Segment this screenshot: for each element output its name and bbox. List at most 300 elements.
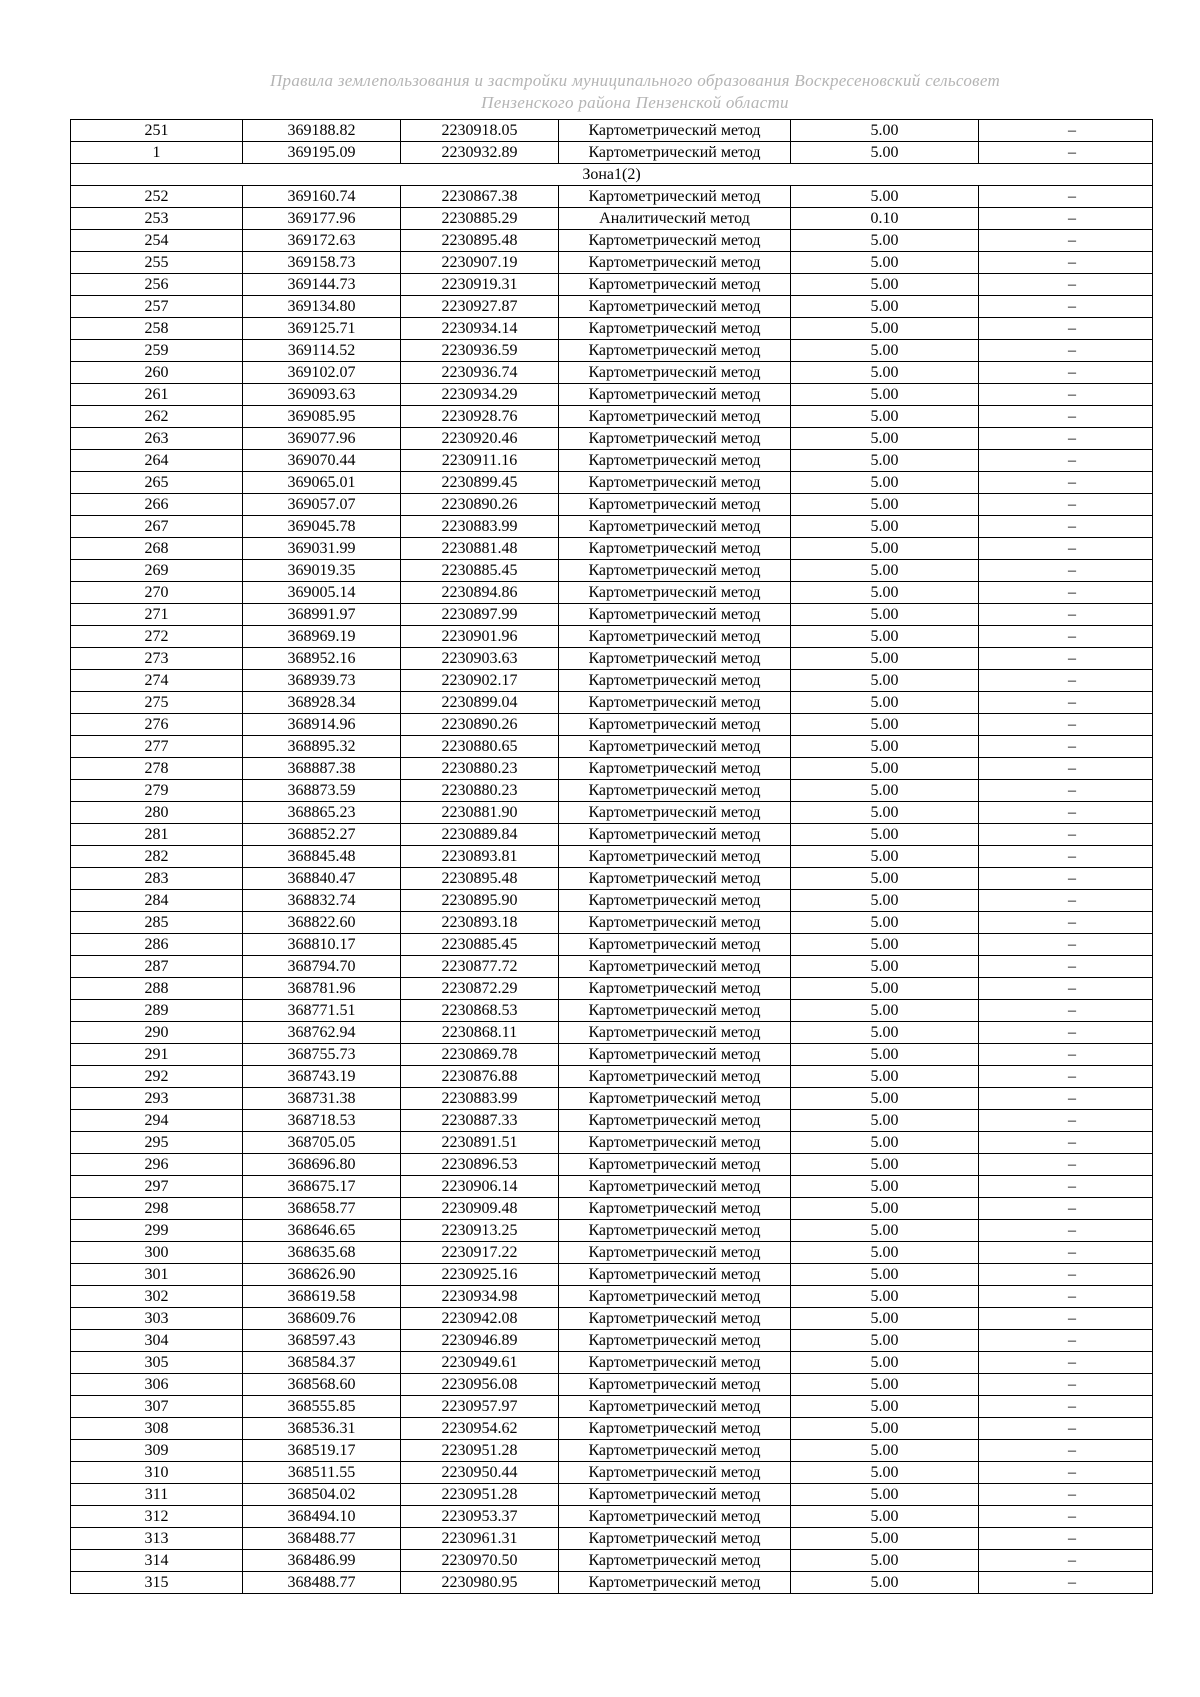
method-cell: Картометрический метод	[559, 318, 791, 340]
x-coordinate-cell: 369102.07	[243, 362, 401, 384]
y-coordinate-cell: 2230957.97	[401, 1396, 559, 1418]
method-cell: Картометрический метод	[559, 1286, 791, 1308]
note-cell: –	[979, 956, 1153, 978]
x-coordinate-cell: 368762.94	[243, 1022, 401, 1044]
x-coordinate-cell: 368511.55	[243, 1462, 401, 1484]
y-coordinate-cell: 2230883.99	[401, 516, 559, 538]
method-cell: Картометрический метод	[559, 1550, 791, 1572]
x-coordinate-cell: 368771.51	[243, 1000, 401, 1022]
y-coordinate-cell: 2230903.63	[401, 648, 559, 670]
x-coordinate-cell: 368939.73	[243, 670, 401, 692]
method-cell: Картометрический метод	[559, 516, 791, 538]
accuracy-cell: 5.00	[791, 1572, 979, 1594]
y-coordinate-cell: 2230911.16	[401, 450, 559, 472]
point-number-cell: 296	[71, 1154, 243, 1176]
table-row	[71, 604, 1153, 626]
y-coordinate-cell: 2230895.48	[401, 230, 559, 252]
y-coordinate-cell: 2230907.19	[401, 252, 559, 274]
table-row	[71, 1308, 1153, 1330]
method-cell: Картометрический метод	[559, 1198, 791, 1220]
accuracy-cell: 5.00	[791, 1528, 979, 1550]
method-cell: Картометрический метод	[559, 626, 791, 648]
method-cell: Картометрический метод	[559, 472, 791, 494]
x-coordinate-cell: 368597.43	[243, 1330, 401, 1352]
table-row	[71, 230, 1153, 252]
note-cell: –	[979, 670, 1153, 692]
point-number-cell: 280	[71, 802, 243, 824]
method-cell: Картометрический метод	[559, 692, 791, 714]
table-row	[71, 802, 1153, 824]
x-coordinate-cell: 369031.99	[243, 538, 401, 560]
note-cell: –	[979, 1198, 1153, 1220]
y-coordinate-cell: 2230896.53	[401, 1154, 559, 1176]
method-cell: Картометрический метод	[559, 1264, 791, 1286]
accuracy-cell: 5.00	[791, 1484, 979, 1506]
note-cell: –	[979, 208, 1153, 230]
note-cell: –	[979, 560, 1153, 582]
point-number-cell: 313	[71, 1528, 243, 1550]
note-cell: –	[979, 1352, 1153, 1374]
x-coordinate-cell: 368675.17	[243, 1176, 401, 1198]
y-coordinate-cell: 2230934.14	[401, 318, 559, 340]
y-coordinate-cell: 2230928.76	[401, 406, 559, 428]
accuracy-cell: 5.00	[791, 1308, 979, 1330]
point-number-cell: 288	[71, 978, 243, 1000]
table-row	[71, 472, 1153, 494]
accuracy-cell: 5.00	[791, 296, 979, 318]
point-number-cell: 297	[71, 1176, 243, 1198]
accuracy-cell: 5.00	[791, 1110, 979, 1132]
accuracy-cell: 5.00	[791, 1176, 979, 1198]
note-cell: –	[979, 604, 1153, 626]
y-coordinate-cell: 2230872.29	[401, 978, 559, 1000]
x-coordinate-cell: 368810.17	[243, 934, 401, 956]
point-number-cell: 294	[71, 1110, 243, 1132]
note-cell: –	[979, 406, 1153, 428]
x-coordinate-cell: 369188.82	[243, 120, 401, 142]
x-coordinate-cell: 368658.77	[243, 1198, 401, 1220]
point-number-cell: 252	[71, 186, 243, 208]
point-number-cell: 253	[71, 208, 243, 230]
x-coordinate-cell: 369093.63	[243, 384, 401, 406]
y-coordinate-cell: 2230899.45	[401, 472, 559, 494]
accuracy-cell: 5.00	[791, 1154, 979, 1176]
method-cell: Картометрический метод	[559, 1396, 791, 1418]
y-coordinate-cell: 2230913.25	[401, 1220, 559, 1242]
table-row	[71, 670, 1153, 692]
point-number-cell: 255	[71, 252, 243, 274]
accuracy-cell: 5.00	[791, 494, 979, 516]
table-row	[71, 1440, 1153, 1462]
method-cell: Картометрический метод	[559, 1462, 791, 1484]
accuracy-cell: 5.00	[791, 1352, 979, 1374]
point-number-cell: 289	[71, 1000, 243, 1022]
note-cell: –	[979, 120, 1153, 142]
method-cell: Картометрический метод	[559, 252, 791, 274]
note-cell: –	[979, 274, 1153, 296]
note-cell: –	[979, 1110, 1153, 1132]
x-coordinate-cell: 368718.53	[243, 1110, 401, 1132]
y-coordinate-cell: 2230970.50	[401, 1550, 559, 1572]
accuracy-cell: 0.10	[791, 208, 979, 230]
accuracy-cell: 5.00	[791, 1088, 979, 1110]
method-cell: Картометрический метод	[559, 934, 791, 956]
table-row	[71, 1264, 1153, 1286]
method-cell: Картометрический метод	[559, 1374, 791, 1396]
y-coordinate-cell: 2230936.74	[401, 362, 559, 384]
x-coordinate-cell: 368609.76	[243, 1308, 401, 1330]
point-number-cell: 308	[71, 1418, 243, 1440]
x-coordinate-cell: 369019.35	[243, 560, 401, 582]
x-coordinate-cell: 369005.14	[243, 582, 401, 604]
table-row	[71, 1088, 1153, 1110]
point-number-cell: 267	[71, 516, 243, 538]
x-coordinate-cell: 368852.27	[243, 824, 401, 846]
note-cell: –	[979, 978, 1153, 1000]
x-coordinate-cell: 369195.09	[243, 142, 401, 164]
accuracy-cell: 5.00	[791, 120, 979, 142]
point-number-cell: 268	[71, 538, 243, 560]
x-coordinate-cell: 368822.60	[243, 912, 401, 934]
page-header	[60, 70, 1200, 114]
accuracy-cell: 5.00	[791, 472, 979, 494]
method-cell: Картометрический метод	[559, 560, 791, 582]
accuracy-cell: 5.00	[791, 428, 979, 450]
method-cell: Картометрический метод	[559, 1418, 791, 1440]
method-cell: Картометрический метод	[559, 186, 791, 208]
table-row	[71, 714, 1153, 736]
point-number-cell: 269	[71, 560, 243, 582]
note-cell: –	[979, 648, 1153, 670]
point-number-cell: 1	[71, 142, 243, 164]
y-coordinate-cell: 2230890.26	[401, 494, 559, 516]
accuracy-cell: 5.00	[791, 626, 979, 648]
point-number-cell: 278	[71, 758, 243, 780]
method-cell: Картометрический метод	[559, 1022, 791, 1044]
y-coordinate-cell: 2230925.16	[401, 1264, 559, 1286]
table-row	[71, 186, 1153, 208]
y-coordinate-cell: 2230893.18	[401, 912, 559, 934]
accuracy-cell: 5.00	[791, 670, 979, 692]
coordinates-table	[70, 119, 1153, 1594]
note-cell: –	[979, 758, 1153, 780]
table-row	[71, 648, 1153, 670]
x-coordinate-cell: 368731.38	[243, 1088, 401, 1110]
x-coordinate-cell: 368626.90	[243, 1264, 401, 1286]
table-row	[71, 1484, 1153, 1506]
y-coordinate-cell: 2230880.23	[401, 780, 559, 802]
table-row	[71, 956, 1153, 978]
note-cell: –	[979, 1286, 1153, 1308]
y-coordinate-cell: 2230867.38	[401, 186, 559, 208]
point-number-cell: 286	[71, 934, 243, 956]
table-row	[71, 1220, 1153, 1242]
method-cell: Картометрический метод	[559, 1330, 791, 1352]
accuracy-cell: 5.00	[791, 186, 979, 208]
point-number-cell: 272	[71, 626, 243, 648]
x-coordinate-cell: 368646.65	[243, 1220, 401, 1242]
table-row	[71, 1286, 1153, 1308]
x-coordinate-cell: 368845.48	[243, 846, 401, 868]
note-cell: –	[979, 384, 1153, 406]
note-cell: –	[979, 1418, 1153, 1440]
y-coordinate-cell: 2230946.89	[401, 1330, 559, 1352]
y-coordinate-cell: 2230961.31	[401, 1528, 559, 1550]
point-number-cell: 281	[71, 824, 243, 846]
table-row	[71, 560, 1153, 582]
method-cell: Картометрический метод	[559, 1242, 791, 1264]
point-number-cell: 276	[71, 714, 243, 736]
table-row	[71, 1044, 1153, 1066]
table-row	[71, 1396, 1153, 1418]
method-cell: Картометрический метод	[559, 780, 791, 802]
method-cell: Картометрический метод	[559, 406, 791, 428]
accuracy-cell: 5.00	[791, 1264, 979, 1286]
method-cell: Картометрический метод	[559, 758, 791, 780]
coordinates-table-body	[71, 120, 1153, 1594]
y-coordinate-cell: 2230951.28	[401, 1440, 559, 1462]
note-cell: –	[979, 1066, 1153, 1088]
table-row	[71, 1572, 1153, 1594]
method-cell: Картометрический метод	[559, 1044, 791, 1066]
y-coordinate-cell: 2230895.90	[401, 890, 559, 912]
point-number-cell: 306	[71, 1374, 243, 1396]
method-cell: Аналитический метод	[559, 208, 791, 230]
note-cell: –	[979, 1396, 1153, 1418]
accuracy-cell: 5.00	[791, 890, 979, 912]
x-coordinate-cell: 369158.73	[243, 252, 401, 274]
note-cell: –	[979, 1242, 1153, 1264]
note-cell: –	[979, 252, 1153, 274]
table-row	[71, 1330, 1153, 1352]
accuracy-cell: 5.00	[791, 692, 979, 714]
accuracy-cell: 5.00	[791, 1440, 979, 1462]
method-cell: Картометрический метод	[559, 1066, 791, 1088]
method-cell: Картометрический метод	[559, 538, 791, 560]
x-coordinate-cell: 368952.16	[243, 648, 401, 670]
note-cell: –	[979, 362, 1153, 384]
table-row	[71, 890, 1153, 912]
method-cell: Картометрический метод	[559, 868, 791, 890]
x-coordinate-cell: 368494.10	[243, 1506, 401, 1528]
point-number-cell: 270	[71, 582, 243, 604]
accuracy-cell: 5.00	[791, 1374, 979, 1396]
note-cell: –	[979, 1308, 1153, 1330]
y-coordinate-cell: 2230920.46	[401, 428, 559, 450]
note-cell: –	[979, 846, 1153, 868]
x-coordinate-cell: 368794.70	[243, 956, 401, 978]
accuracy-cell: 5.00	[791, 1330, 979, 1352]
note-cell: –	[979, 1176, 1153, 1198]
point-number-cell: 314	[71, 1550, 243, 1572]
table-row	[71, 1550, 1153, 1572]
accuracy-cell: 5.00	[791, 648, 979, 670]
table-row	[71, 142, 1153, 164]
table-row	[71, 1528, 1153, 1550]
point-number-cell: 315	[71, 1572, 243, 1594]
note-cell: –	[979, 1154, 1153, 1176]
header-line-2: Пензенского района Пензенской области	[481, 93, 789, 112]
accuracy-cell: 5.00	[791, 604, 979, 626]
x-coordinate-cell: 368743.19	[243, 1066, 401, 1088]
note-cell: –	[979, 890, 1153, 912]
y-coordinate-cell: 2230899.04	[401, 692, 559, 714]
method-cell: Картометрический метод	[559, 120, 791, 142]
method-cell: Картометрический метод	[559, 1088, 791, 1110]
note-cell: –	[979, 450, 1153, 472]
x-coordinate-cell: 368584.37	[243, 1352, 401, 1374]
x-coordinate-cell: 368832.74	[243, 890, 401, 912]
note-cell: –	[979, 142, 1153, 164]
point-number-cell: 257	[71, 296, 243, 318]
x-coordinate-cell: 368873.59	[243, 780, 401, 802]
accuracy-cell: 5.00	[791, 1022, 979, 1044]
point-number-cell: 275	[71, 692, 243, 714]
point-number-cell: 309	[71, 1440, 243, 1462]
note-cell: –	[979, 714, 1153, 736]
y-coordinate-cell: 2230894.86	[401, 582, 559, 604]
accuracy-cell: 5.00	[791, 1506, 979, 1528]
method-cell: Картометрический метод	[559, 142, 791, 164]
accuracy-cell: 5.00	[791, 1286, 979, 1308]
method-cell: Картометрический метод	[559, 384, 791, 406]
y-coordinate-cell: 2230877.72	[401, 956, 559, 978]
table-row	[71, 824, 1153, 846]
y-coordinate-cell: 2230868.11	[401, 1022, 559, 1044]
note-cell: –	[979, 1330, 1153, 1352]
accuracy-cell: 5.00	[791, 780, 979, 802]
method-cell: Картометрический метод	[559, 1132, 791, 1154]
point-number-cell: 300	[71, 1242, 243, 1264]
table-row	[71, 1242, 1153, 1264]
x-coordinate-cell: 368555.85	[243, 1396, 401, 1418]
y-coordinate-cell: 2230918.05	[401, 120, 559, 142]
table-row	[71, 1110, 1153, 1132]
y-coordinate-cell: 2230906.14	[401, 1176, 559, 1198]
table-row	[71, 692, 1153, 714]
x-coordinate-cell: 368488.77	[243, 1528, 401, 1550]
note-cell: –	[979, 736, 1153, 758]
note-cell: –	[979, 230, 1153, 252]
point-number-cell: 277	[71, 736, 243, 758]
table-row	[71, 582, 1153, 604]
point-number-cell: 312	[71, 1506, 243, 1528]
table-row	[71, 406, 1153, 428]
y-coordinate-cell: 2230927.87	[401, 296, 559, 318]
method-cell: Картометрический метод	[559, 648, 791, 670]
point-number-cell: 283	[71, 868, 243, 890]
point-number-cell: 299	[71, 1220, 243, 1242]
note-cell: –	[979, 1528, 1153, 1550]
point-number-cell: 302	[71, 1286, 243, 1308]
accuracy-cell: 5.00	[791, 714, 979, 736]
point-number-cell: 295	[71, 1132, 243, 1154]
accuracy-cell: 5.00	[791, 1066, 979, 1088]
method-cell: Картометрический метод	[559, 494, 791, 516]
method-cell: Картометрический метод	[559, 1110, 791, 1132]
accuracy-cell: 5.00	[791, 1396, 979, 1418]
x-coordinate-cell: 368755.73	[243, 1044, 401, 1066]
y-coordinate-cell: 2230885.29	[401, 208, 559, 230]
x-coordinate-cell: 369070.44	[243, 450, 401, 472]
accuracy-cell: 5.00	[791, 912, 979, 934]
note-cell: –	[979, 1440, 1153, 1462]
point-number-cell: 279	[71, 780, 243, 802]
method-cell: Картометрический метод	[559, 1000, 791, 1022]
note-cell: –	[979, 1264, 1153, 1286]
x-coordinate-cell: 368568.60	[243, 1374, 401, 1396]
y-coordinate-cell: 2230869.78	[401, 1044, 559, 1066]
method-cell: Картометрический метод	[559, 340, 791, 362]
accuracy-cell: 5.00	[791, 956, 979, 978]
point-number-cell: 262	[71, 406, 243, 428]
table-row	[71, 318, 1153, 340]
y-coordinate-cell: 2230881.90	[401, 802, 559, 824]
accuracy-cell: 5.00	[791, 824, 979, 846]
y-coordinate-cell: 2230891.51	[401, 1132, 559, 1154]
x-coordinate-cell: 369077.96	[243, 428, 401, 450]
table-row	[71, 934, 1153, 956]
method-cell: Картометрический метод	[559, 1220, 791, 1242]
point-number-cell: 292	[71, 1066, 243, 1088]
accuracy-cell: 5.00	[791, 1462, 979, 1484]
y-coordinate-cell: 2230953.37	[401, 1506, 559, 1528]
accuracy-cell: 5.00	[791, 274, 979, 296]
y-coordinate-cell: 2230883.99	[401, 1088, 559, 1110]
note-cell: –	[979, 802, 1153, 824]
table-row	[71, 1022, 1153, 1044]
table-row	[71, 1176, 1153, 1198]
table-row	[71, 780, 1153, 802]
point-number-cell: 263	[71, 428, 243, 450]
table-row	[71, 1352, 1153, 1374]
x-coordinate-cell: 368635.68	[243, 1242, 401, 1264]
point-number-cell: 298	[71, 1198, 243, 1220]
table-row	[71, 1374, 1153, 1396]
note-cell: –	[979, 1000, 1153, 1022]
method-cell: Картометрический метод	[559, 824, 791, 846]
accuracy-cell: 5.00	[791, 1418, 979, 1440]
y-coordinate-cell: 2230909.48	[401, 1198, 559, 1220]
x-coordinate-cell: 368486.99	[243, 1550, 401, 1572]
x-coordinate-cell: 368914.96	[243, 714, 401, 736]
note-cell: –	[979, 1506, 1153, 1528]
table-row	[71, 384, 1153, 406]
x-coordinate-cell: 368969.19	[243, 626, 401, 648]
x-coordinate-cell: 368887.38	[243, 758, 401, 780]
y-coordinate-cell: 2230936.59	[401, 340, 559, 362]
table-row	[71, 1506, 1153, 1528]
point-number-cell: 310	[71, 1462, 243, 1484]
note-cell: –	[979, 824, 1153, 846]
method-cell: Картометрический метод	[559, 846, 791, 868]
point-number-cell: 251	[71, 120, 243, 142]
x-coordinate-cell: 368619.58	[243, 1286, 401, 1308]
point-number-cell: 282	[71, 846, 243, 868]
note-cell: –	[979, 780, 1153, 802]
method-cell: Картометрический метод	[559, 956, 791, 978]
method-cell: Картометрический метод	[559, 604, 791, 626]
y-coordinate-cell: 2230949.61	[401, 1352, 559, 1374]
method-cell: Картометрический метод	[559, 802, 791, 824]
accuracy-cell: 5.00	[791, 582, 979, 604]
y-coordinate-cell: 2230980.95	[401, 1572, 559, 1594]
zone-row	[71, 164, 1153, 186]
x-coordinate-cell: 369125.71	[243, 318, 401, 340]
x-coordinate-cell: 368536.31	[243, 1418, 401, 1440]
point-number-cell: 273	[71, 648, 243, 670]
method-cell: Картометрический метод	[559, 1308, 791, 1330]
